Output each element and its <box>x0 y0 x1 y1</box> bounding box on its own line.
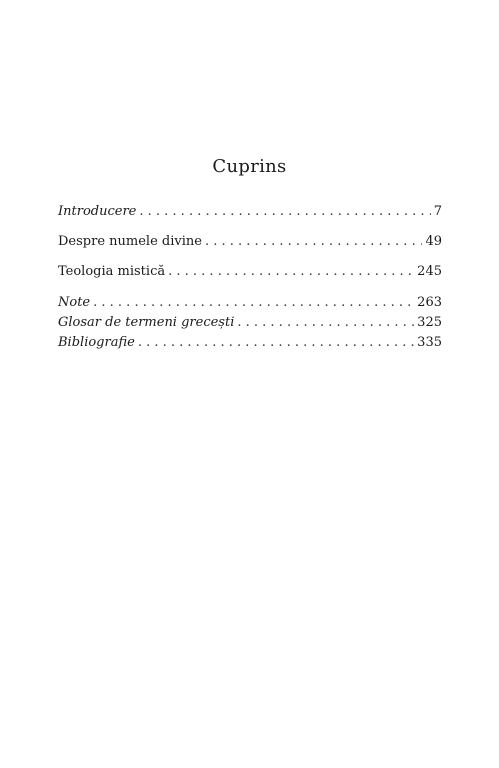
dot-leader <box>168 264 414 279</box>
toc-entry-page: 245 <box>417 264 442 279</box>
toc-entry-page: 263 <box>417 295 442 310</box>
toc-entry-teologia-mistica[interactable] <box>58 264 442 294</box>
toc-entry-page: 49 <box>425 234 442 249</box>
dot-leader <box>138 335 414 350</box>
toc-entry-title: Glosar de termeni grecești <box>58 315 235 330</box>
toc-entry-title: Introducere <box>58 204 137 219</box>
toc-entry-note[interactable] <box>58 295 442 315</box>
toc-entry-title: Bibliografie <box>58 335 135 350</box>
toc-entry-page: 7 <box>433 204 442 219</box>
toc-entry-glosar[interactable] <box>58 315 442 335</box>
toc-entry-page: 325 <box>417 315 442 330</box>
dot-leader <box>205 234 423 249</box>
toc-entry-title: Despre numele divine <box>58 234 202 249</box>
page-title: Cuprins <box>212 156 287 177</box>
dot-leader <box>237 315 414 330</box>
toc-back-matter-section <box>58 295 442 355</box>
toc-entry-introducere[interactable] <box>58 204 442 234</box>
dot-leader <box>139 204 430 219</box>
toc-entry-title: Teologia mistică <box>58 264 166 279</box>
toc-entry-bibliografie[interactable] <box>58 335 442 355</box>
toc-entry-page: 335 <box>417 335 442 350</box>
toc-main-section <box>58 204 442 294</box>
toc-entry-title: Note <box>58 295 91 310</box>
dot-leader <box>93 295 414 310</box>
toc-entry-despre-numele-divine[interactable] <box>58 234 442 264</box>
